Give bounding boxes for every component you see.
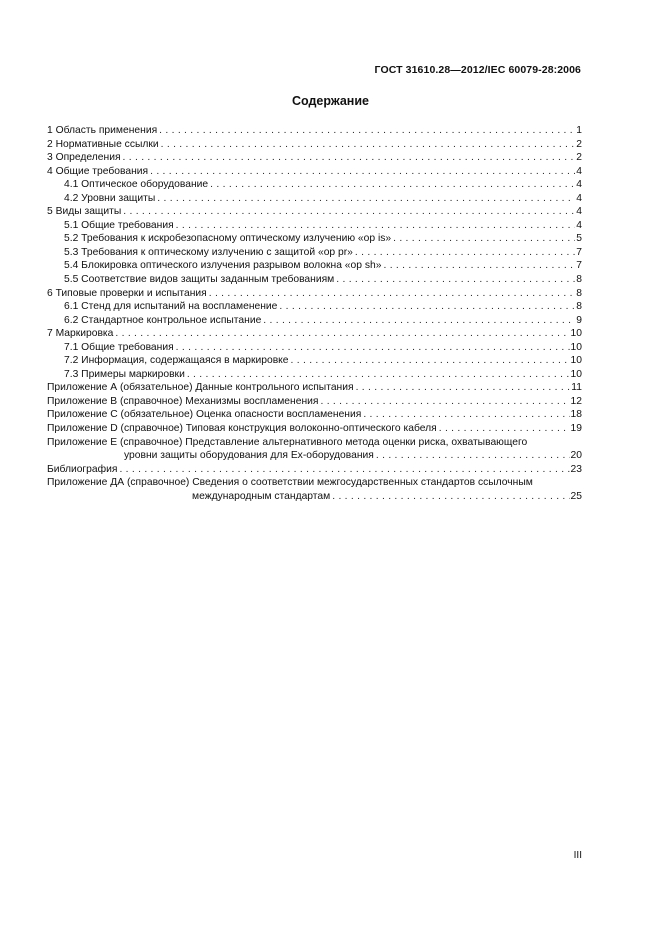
toc-entry[interactable] <box>47 463 582 477</box>
toc-entry[interactable] <box>47 273 582 287</box>
toc-dot-leader <box>115 327 569 341</box>
toc-dot-leader <box>336 273 575 287</box>
toc-dot-leader <box>119 463 569 477</box>
toc-page-number: 5 <box>576 233 582 245</box>
toc-entry-text: 5.4 Блокировка оптического излучения разрывом волокна «op sh» <box>64 260 382 272</box>
toc-entry[interactable] <box>47 246 582 260</box>
toc-dot-leader <box>209 287 576 301</box>
toc-dot-leader <box>363 408 569 422</box>
toc-dot-leader <box>263 314 575 328</box>
toc-entry-text: 5.3 Требования к оптическому излучению с защитой «op pr» <box>64 246 353 258</box>
toc-entry[interactable] <box>47 287 582 301</box>
toc-entry[interactable] <box>47 138 582 152</box>
toc-entry-text: 5.1 Общие требования <box>64 219 174 231</box>
toc-entry-text: 4.2 Уровни защиты <box>64 192 156 204</box>
toc-entry-text: 5.2 Требования к искробезопасному оптическому излучению «op is» <box>64 233 392 245</box>
toc-title: Содержание <box>291 94 369 108</box>
toc-dot-leader <box>383 259 575 273</box>
toc-entry-text: 4.1 Оптическое оборудование <box>64 179 209 191</box>
toc-dot-leader <box>291 354 570 368</box>
toc-dot-leader <box>332 490 569 504</box>
toc-dot-leader <box>187 368 570 382</box>
toc-entry[interactable] <box>47 476 582 503</box>
toc-entry[interactable] <box>47 178 582 192</box>
toc-dot-leader <box>376 449 570 463</box>
page-number-footer: III <box>573 850 582 861</box>
toc-dot-leader <box>355 246 575 260</box>
toc-entry[interactable] <box>47 259 582 273</box>
toc-dot-leader <box>176 219 576 233</box>
toc-entry-text: Приложение В (справочное) Механизмы воспламенения <box>47 395 319 407</box>
toc-dot-leader <box>161 138 576 152</box>
toc-dot-leader <box>159 124 575 138</box>
toc-entry[interactable] <box>47 219 582 233</box>
toc-entry[interactable] <box>47 314 582 328</box>
toc-entry[interactable] <box>47 436 582 463</box>
toc-entry-text: Приложение ДА (справочное) Сведения о соответствии межгосударственных стандартов ссылочным <box>47 477 533 489</box>
toc-entry-text: Приложение А (обязательное) Данные контрольного испытания <box>47 382 354 394</box>
toc-dot-leader <box>393 232 575 246</box>
toc-dot-leader <box>279 300 575 314</box>
toc-page-number: 11 <box>571 382 582 394</box>
toc-page-number: 10 <box>570 368 582 380</box>
toc-entry-text: Приложение С (обязательное) Оценка опасности воспламенения <box>47 409 362 421</box>
toc-entry[interactable] <box>47 422 582 436</box>
toc-dot-leader <box>320 395 569 409</box>
toc-page-number: 20 <box>570 450 582 462</box>
table-of-contents <box>47 124 582 503</box>
standard-code-header: ГОСТ 31610.28—2012/IEC 60079-28:2006 <box>374 64 581 76</box>
toc-page-number: 9 <box>576 314 582 326</box>
toc-page-number: 4 <box>576 192 582 204</box>
toc-dot-leader <box>123 205 575 219</box>
toc-page-number: 10 <box>570 328 582 340</box>
toc-page-number: 2 <box>576 152 582 164</box>
toc-entry-text: 1 Область применения <box>47 125 158 136</box>
toc-entry-text: 5 Виды защиты <box>47 206 122 218</box>
toc-entry-text: 6 Типовые проверки и испытания <box>47 287 207 299</box>
toc-entry[interactable] <box>47 232 582 246</box>
toc-entry-text: 4 Общие требования <box>47 165 149 177</box>
toc-page-number: 18 <box>570 409 582 421</box>
toc-page-number: 2 <box>576 138 582 150</box>
toc-entry-text: 7 Маркировка <box>47 328 114 340</box>
toc-page-number: 25 <box>570 490 582 502</box>
toc-entry-text: 7.3 Примеры маркировки <box>64 368 185 380</box>
toc-page-number: 8 <box>576 301 582 313</box>
toc-entry-text: уровни защиты оборудования для Ex-оборудования <box>124 450 374 462</box>
toc-entry-text: 3 Определения <box>47 152 121 164</box>
toc-entry[interactable] <box>47 381 582 395</box>
toc-entry-text: 7.1 Общие требования <box>64 341 174 353</box>
toc-page-number: 23 <box>570 463 582 475</box>
toc-page-number: 4 <box>576 219 582 231</box>
toc-dot-leader <box>150 165 575 179</box>
toc-entry-text: 6.2 Стандартное контрольное испытание <box>64 314 262 326</box>
toc-entry[interactable] <box>47 151 582 165</box>
toc-page-number: 8 <box>576 274 582 286</box>
toc-entry[interactable] <box>47 395 582 409</box>
toc-entry[interactable] <box>47 368 582 382</box>
toc-page-number: 8 <box>576 287 582 299</box>
toc-page-number: 7 <box>576 246 582 258</box>
toc-entry-text: 7.2 Информация, содержащаяся в маркировке <box>64 355 289 367</box>
toc-entry[interactable] <box>47 165 582 179</box>
toc-entry[interactable] <box>47 408 582 422</box>
toc-dot-leader <box>176 341 570 355</box>
toc-entry-text: Библиография <box>47 463 118 475</box>
toc-page-number: 10 <box>570 341 582 353</box>
toc-page-number: 7 <box>576 260 582 272</box>
toc-entry-text: 2 Нормативные ссылки <box>47 138 159 150</box>
toc-page-number: 12 <box>570 395 582 407</box>
toc-entry[interactable] <box>47 341 582 355</box>
toc-entry-text: 5.5 Соответствие видов защиты заданным требованиям <box>64 274 335 286</box>
toc-dot-leader <box>210 178 575 192</box>
toc-entry[interactable] <box>47 205 582 219</box>
toc-page-number: 1 <box>576 125 582 136</box>
toc-entry[interactable] <box>47 192 582 206</box>
toc-dot-leader <box>439 422 570 436</box>
toc-entry[interactable] <box>47 124 582 138</box>
toc-page-number: 4 <box>576 165 582 177</box>
toc-entry[interactable] <box>47 354 582 368</box>
toc-page-number: 10 <box>570 355 582 367</box>
toc-dot-leader <box>356 381 571 395</box>
toc-entry-text: 6.1 Стенд для испытаний на воспламенение <box>64 301 278 313</box>
toc-page-number: 19 <box>570 423 582 435</box>
toc-entry[interactable] <box>47 300 582 314</box>
toc-dot-leader <box>123 151 576 165</box>
toc-dot-leader <box>157 192 575 206</box>
toc-page-number: 4 <box>576 206 582 218</box>
toc-entry-text: Приложение D (справочное) Типовая конструкция волоконно-оптического кабеля <box>47 423 437 435</box>
toc-entry-text: международным стандартам <box>192 490 331 502</box>
toc-page-number: 4 <box>576 179 582 191</box>
toc-entry-text: Приложение Е (справочное) Представление альтернативного метода оценки риска, охватывающего <box>47 436 528 448</box>
toc-entry[interactable] <box>47 327 582 341</box>
